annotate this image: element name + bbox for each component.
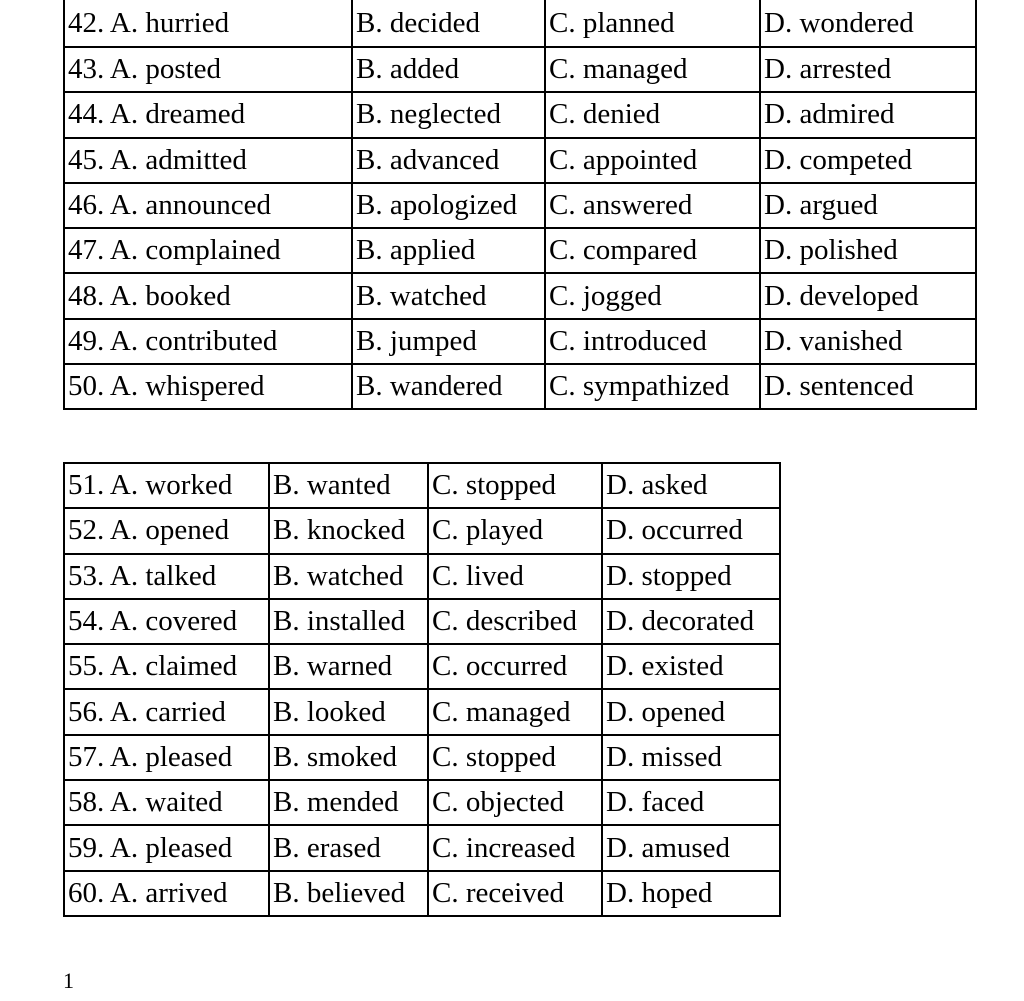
table-row	[64, 508, 780, 553]
option-cell-a: 52. A. opened	[64, 508, 269, 553]
option-cell-b: B. added	[352, 47, 545, 92]
option-cell-a: 57. A. pleased	[64, 735, 269, 780]
option-cell-b: B. warned	[269, 644, 428, 689]
option-cell-a: 44. A. dreamed	[64, 92, 352, 137]
table-row	[64, 689, 780, 734]
option-cell-d: D. faced	[602, 780, 780, 825]
table-row	[64, 644, 780, 689]
option-cell-a: 43. A. posted	[64, 47, 352, 92]
option-cell-d: D. vanished	[760, 319, 976, 364]
table-row	[64, 364, 976, 409]
option-cell-d: D. decorated	[602, 599, 780, 644]
table-row	[64, 47, 976, 92]
option-cell-c: C. played	[428, 508, 602, 553]
option-cell-d: D. hoped	[602, 871, 780, 916]
table-row	[64, 92, 976, 137]
option-cell-b: B. applied	[352, 228, 545, 273]
option-cell-d: D. sentenced	[760, 364, 976, 409]
option-cell-c: C. received	[428, 871, 602, 916]
option-cell-c: C. appointed	[545, 138, 760, 183]
option-cell-c: C. stopped	[428, 735, 602, 780]
table-row	[64, 599, 780, 644]
option-cell-c: C. jogged	[545, 273, 760, 318]
table-row	[64, 825, 780, 870]
option-cell-c: C. increased	[428, 825, 602, 870]
option-cell-a: 49. A. contributed	[64, 319, 352, 364]
option-cell-a: 42. A. hurried	[64, 0, 352, 47]
option-cell-b: B. decided	[352, 0, 545, 47]
table-row	[64, 228, 976, 273]
option-cell-a: 58. A. waited	[64, 780, 269, 825]
exercise-table-51-60	[63, 462, 781, 917]
exercise-table-42-50	[63, 0, 977, 410]
option-cell-a: 50. A. whispered	[64, 364, 352, 409]
option-cell-a: 59. A. pleased	[64, 825, 269, 870]
table-row	[64, 780, 780, 825]
option-cell-c: C. compared	[545, 228, 760, 273]
option-cell-d: D. polished	[760, 228, 976, 273]
table-row	[64, 463, 780, 508]
option-cell-d: D. arrested	[760, 47, 976, 92]
option-cell-b: B. wandered	[352, 364, 545, 409]
option-cell-b: B. erased	[269, 825, 428, 870]
option-cell-a: 53. A. talked	[64, 554, 269, 599]
table-row	[64, 871, 780, 916]
option-cell-c: C. occurred	[428, 644, 602, 689]
option-cell-c: C. sympathized	[545, 364, 760, 409]
option-cell-c: C. lived	[428, 554, 602, 599]
option-cell-c: C. objected	[428, 780, 602, 825]
option-cell-a: 56. A. carried	[64, 689, 269, 734]
option-cell-a: 48. A. booked	[64, 273, 352, 318]
option-cell-d: D. asked	[602, 463, 780, 508]
option-cell-c: C. denied	[545, 92, 760, 137]
table-row	[64, 183, 976, 228]
option-cell-b: B. neglected	[352, 92, 545, 137]
option-cell-b: B. believed	[269, 871, 428, 916]
option-cell-b: B. wanted	[269, 463, 428, 508]
table-row	[64, 554, 780, 599]
option-cell-d: D. missed	[602, 735, 780, 780]
option-cell-c: C. introduced	[545, 319, 760, 364]
option-cell-d: D. occurred	[602, 508, 780, 553]
option-cell-b: B. smoked	[269, 735, 428, 780]
option-cell-d: D. wondered	[760, 0, 976, 47]
option-cell-b: B. knocked	[269, 508, 428, 553]
option-cell-a: 55. A. claimed	[64, 644, 269, 689]
option-cell-c: C. answered	[545, 183, 760, 228]
option-cell-b: B. installed	[269, 599, 428, 644]
option-cell-c: C. planned	[545, 0, 760, 47]
option-cell-c: C. managed	[428, 689, 602, 734]
option-cell-d: D. existed	[602, 644, 780, 689]
option-cell-d: D. developed	[760, 273, 976, 318]
option-cell-c: C. managed	[545, 47, 760, 92]
table-row	[64, 735, 780, 780]
option-cell-a: 46. A. announced	[64, 183, 352, 228]
option-cell-b: B. mended	[269, 780, 428, 825]
option-cell-d: D. stopped	[602, 554, 780, 599]
option-cell-b: B. watched	[352, 273, 545, 318]
option-cell-d: D. competed	[760, 138, 976, 183]
option-cell-b: B. apologized	[352, 183, 545, 228]
option-cell-a: 54. A. covered	[64, 599, 269, 644]
option-cell-a: 45. A. admitted	[64, 138, 352, 183]
option-cell-b: B. advanced	[352, 138, 545, 183]
page-number: 1	[63, 968, 74, 993]
option-cell-d: D. opened	[602, 689, 780, 734]
option-cell-a: 60. A. arrived	[64, 871, 269, 916]
option-cell-c: C. described	[428, 599, 602, 644]
table-row	[64, 0, 976, 47]
option-cell-a: 51. A. worked	[64, 463, 269, 508]
option-cell-d: D. amused	[602, 825, 780, 870]
table-row	[64, 138, 976, 183]
option-cell-d: D. argued	[760, 183, 976, 228]
table-row	[64, 319, 976, 364]
option-cell-d: D. admired	[760, 92, 976, 137]
option-cell-b: B. jumped	[352, 319, 545, 364]
option-cell-a: 47. A. complained	[64, 228, 352, 273]
option-cell-b: B. looked	[269, 689, 428, 734]
option-cell-b: B. watched	[269, 554, 428, 599]
table-row	[64, 273, 976, 318]
option-cell-c: C. stopped	[428, 463, 602, 508]
